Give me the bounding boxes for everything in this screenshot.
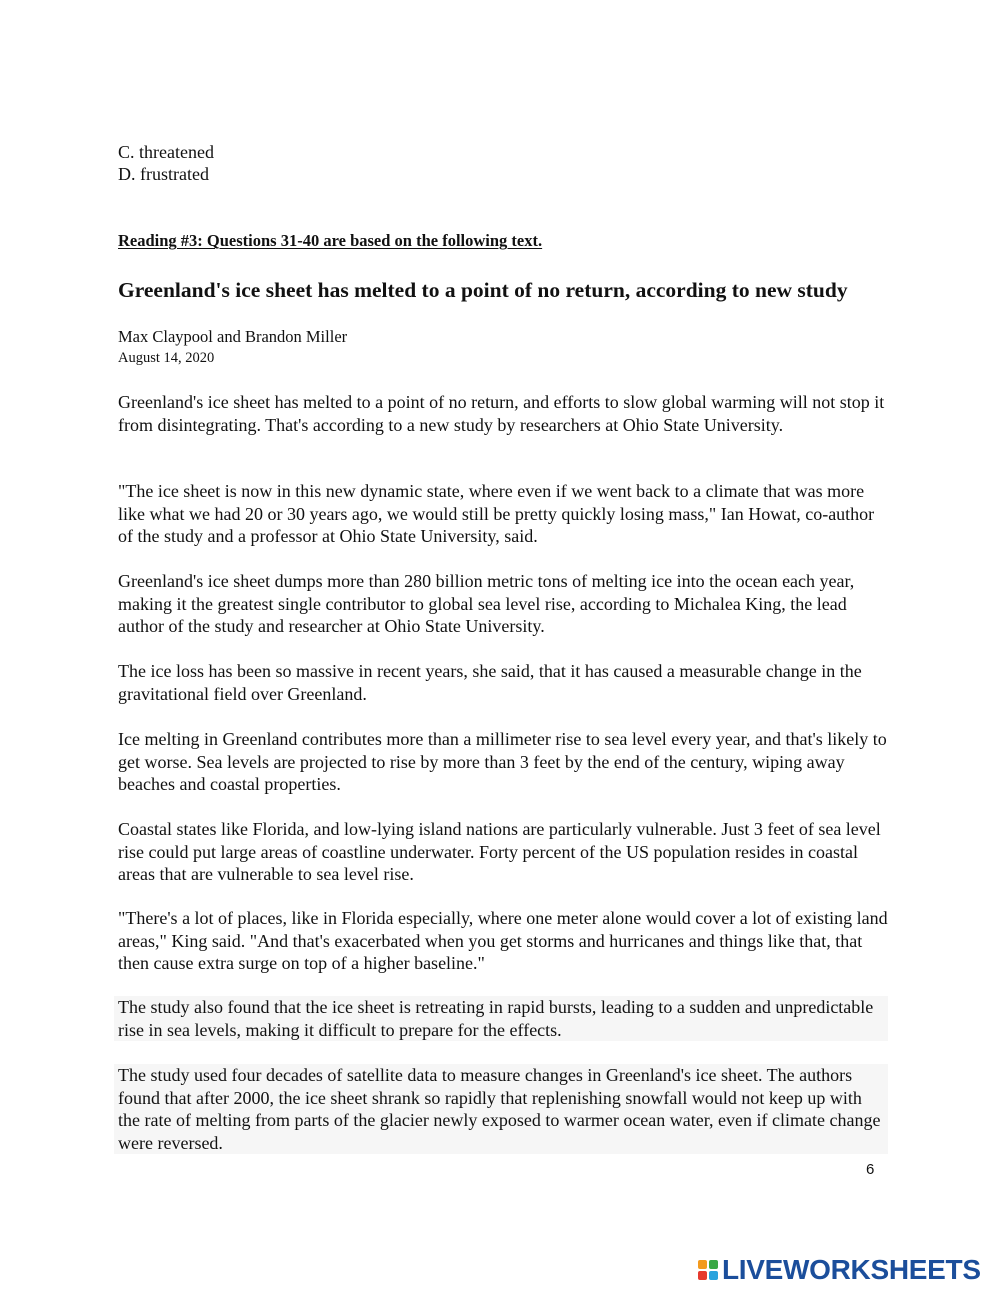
option-d: D. frustrated [118,164,209,184]
article-date: August 14, 2020 [118,350,215,366]
paragraph-8: The study also found that the ice sheet is retreating in rapid bursts, leading to a sudden and unpredictable rise in sea levels, making it difficult to prepare for the effects. [114,996,888,1041]
paragraph-1: Greenland's ice sheet has melted to a point of no return, and efforts to slow global warming will not stop it from disintegrating. That's according to a new study by researchers at Ohio State University. [118,392,885,435]
article-authors: Max Claypool and Brandon Miller [118,327,348,346]
liveworksheets-logo[interactable] [698,1255,981,1285]
paragraph-2: "The ice sheet is now in this new dynamic state, where even if we went back to a climate that was more like what we had 20 or 30 years ago, we would still be pretty quickly losing mass," Ian Howat, co-author of the study and a professor at Ohio State University, said. [118,481,875,546]
reading-header: Reading #3: Questions 31-40 are based on the following text. [118,231,543,250]
paragraph-4: The ice loss has been so massive in recent years, she said, that it has caused a measurable change in the gravitational field over Greenland. [118,661,862,704]
option-c: C. threatened [118,142,214,162]
logo-squares-icon [698,1260,718,1280]
paragraph-5: Ice melting in Greenland contributes more than a millimeter rise to sea level every year, and that's likely to get worse. Sea levels are projected to rise by more than 3 feet by the end of the century, wiping away beaches and coastal properties. [118,729,887,794]
paragraph-9: The study used four decades of satellite data to measure changes in Greenland's ice sheet. The authors found that after 2000, the ice sheet shrank so rapidly that replenishing snowfall would not keep up with the rate of melting from parts of the glacier newly exposed to warmer ocean water, even if climate change were reversed. [114,1064,888,1154]
article-title: Greenland's ice sheet has melted to a point of no return, according to new study [118,278,848,302]
page-number: 6 [866,1161,875,1178]
paragraph-3: Greenland's ice sheet dumps more than 280 billion metric tons of melting ice into the ocean each year, making it the greatest single contributor to global sea level rise, according to Michalea King, the lead author of the study and researcher at Ohio State University. [118,571,855,636]
logo-text: LIVEWORKSHEETS [722,1254,981,1285]
paragraph-6: Coastal states like Florida, and low-lying island nations are particularly vulnerable. Just 3 feet of sea level rise could put large areas of coastline underwater. Forty percent of the US population resides in coastal areas that are vulnerable to sea level rise. [118,819,881,884]
paragraph-7: "There's a lot of places, like in Florida especially, where one meter alone would cover a lot of existing land areas," King said. "And that's exacerbated when you get storms and hurricanes and things like that, that then cause extra surge on top of a higher baseline." [118,908,888,973]
